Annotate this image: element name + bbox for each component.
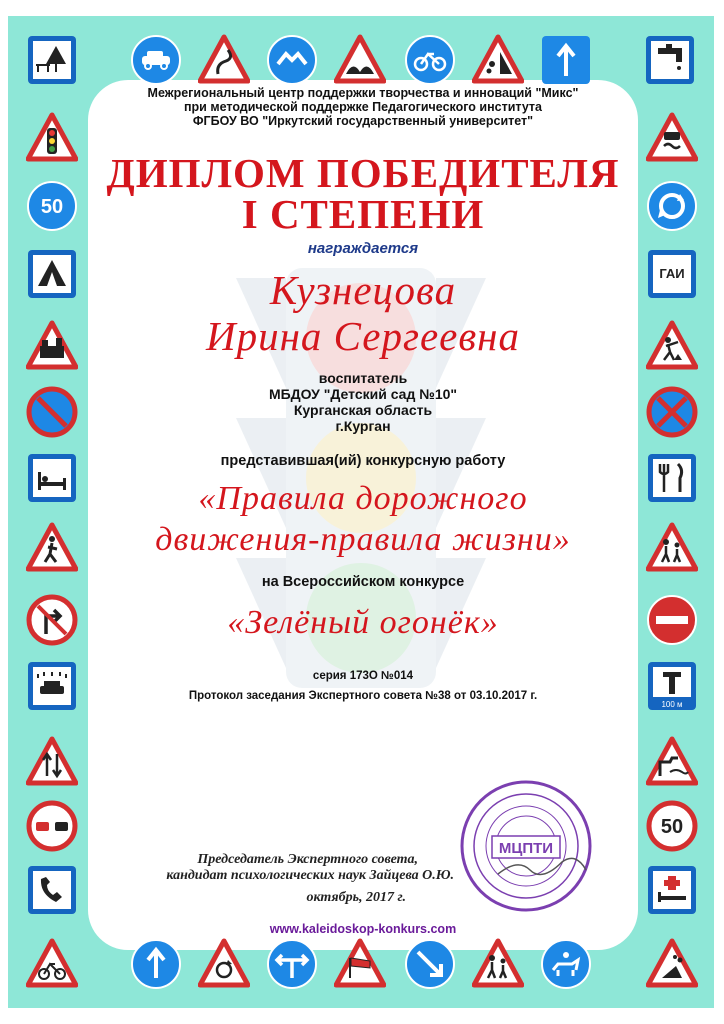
- speed-50-circle-icon: [26, 180, 78, 232]
- triangle-cyclist-icon: [26, 938, 78, 990]
- gai-sign-icon: [646, 248, 698, 300]
- submitted-label: представившая(ий) конкурсную работу: [220, 453, 506, 469]
- car-wash-icon: [26, 660, 78, 712]
- organization-line1: Межрегиональный центр поддержки творчества и инноваций "Микс": [147, 86, 579, 100]
- triangle-pedestrian-icon: [26, 522, 78, 574]
- no-overtaking-icon: [26, 800, 78, 852]
- stamp-seal: [458, 778, 594, 914]
- hotel-bed-icon: [26, 452, 78, 504]
- no-entry-icon: [646, 594, 698, 646]
- organization-line2: при методической поддержке Педагогического института: [183, 100, 543, 114]
- circle-rider-icon: [540, 938, 592, 990]
- contest-label: на Всероссийском конкурсе: [261, 574, 465, 590]
- diploma-title: ДИПЛОМ ПОБЕДИТЕЛЯ: [106, 150, 620, 196]
- recipient-city: г.Курган: [335, 418, 391, 434]
- triangle-wind-icon: [334, 938, 386, 990]
- work-title-line2: движения-правила жизни»: [155, 521, 571, 558]
- triangle-rockfall-icon: [646, 938, 698, 990]
- tent-icon: [26, 248, 78, 300]
- signature-title: Председатель Экспертного совета,: [197, 852, 418, 867]
- distance-label: 100 м: [661, 700, 683, 709]
- no-right-turn-icon: [26, 594, 78, 646]
- gai-label: ГАИ: [659, 266, 685, 281]
- recipient-given-names: Ирина Сергеевна: [205, 313, 521, 359]
- circle-arrow-diag-icon: [404, 938, 456, 990]
- triangle-roundabout-icon: [198, 938, 250, 990]
- water-tap-icon: [644, 34, 696, 86]
- speed-limit-50-icon: [646, 800, 698, 852]
- website-link[interactable]: www.kaleidoskop-konkurs.com: [269, 922, 457, 936]
- triangle-two-way-icon: [26, 736, 78, 788]
- contest-name: «Зелёный огонёк»: [227, 604, 499, 641]
- no-stopping-icon: [646, 386, 698, 438]
- circle-bicycle-icon: [404, 34, 456, 86]
- recipient-surname: Кузнецова: [269, 267, 457, 313]
- circle-arrow-right-icon: [540, 34, 592, 86]
- triangle-embankment-icon: [646, 736, 698, 788]
- first-aid-icon: [646, 864, 698, 916]
- triangle-rockfall-icon: [472, 34, 524, 86]
- protocol-line: Протокол заседания Экспертного совета №38 от 03.10.2017 г.: [188, 690, 538, 702]
- roundabout-icon: [646, 180, 698, 232]
- speed-50-label: 50: [40, 196, 64, 218]
- triangle-traffic-light-icon: [26, 112, 78, 164]
- recipient-institution: МБДОУ "Детский сад №10": [268, 386, 458, 402]
- organization-line3: ФГБОУ ВО "Иркутский государственный университет": [192, 114, 534, 128]
- stamp-center-text: МЦПТИ: [498, 840, 554, 857]
- no-stopping-icon: [26, 386, 78, 438]
- circle-arrow-up-icon: [130, 938, 182, 990]
- series-number: серия 173О №014: [312, 670, 414, 682]
- triangle-children-icon: [472, 938, 524, 990]
- circle-arrow-lr-icon: [266, 938, 318, 990]
- triangle-children-icon: [646, 522, 698, 574]
- telephone-icon: [26, 864, 78, 916]
- awarded-label: награждается: [307, 240, 419, 257]
- triangle-curves-icon: [198, 34, 250, 86]
- triangle-train-icon: [26, 320, 78, 372]
- camping-table-icon: [26, 34, 78, 86]
- dead-end-icon: [646, 660, 698, 712]
- restaurant-icon: [646, 452, 698, 504]
- circle-arrow-lr-icon: [266, 34, 318, 86]
- recipient-position: воспитатель: [318, 370, 408, 386]
- signature-name: кандидат психологических наук Зайцева О.Ю.: [166, 868, 454, 883]
- work-title-line1: «Правила дорожного: [198, 480, 528, 517]
- signature-date: октябрь, 2017 г.: [306, 890, 406, 905]
- speed-limit-label: 50: [660, 816, 684, 838]
- triangle-bump-icon: [334, 34, 386, 86]
- circle-arrow-car-icon: [130, 34, 182, 86]
- recipient-region: Курганская область: [293, 402, 433, 418]
- triangle-roadwork-icon: [646, 320, 698, 372]
- triangle-skid-icon: [646, 112, 698, 164]
- diploma-degree: I СТЕПЕНИ: [241, 191, 485, 237]
